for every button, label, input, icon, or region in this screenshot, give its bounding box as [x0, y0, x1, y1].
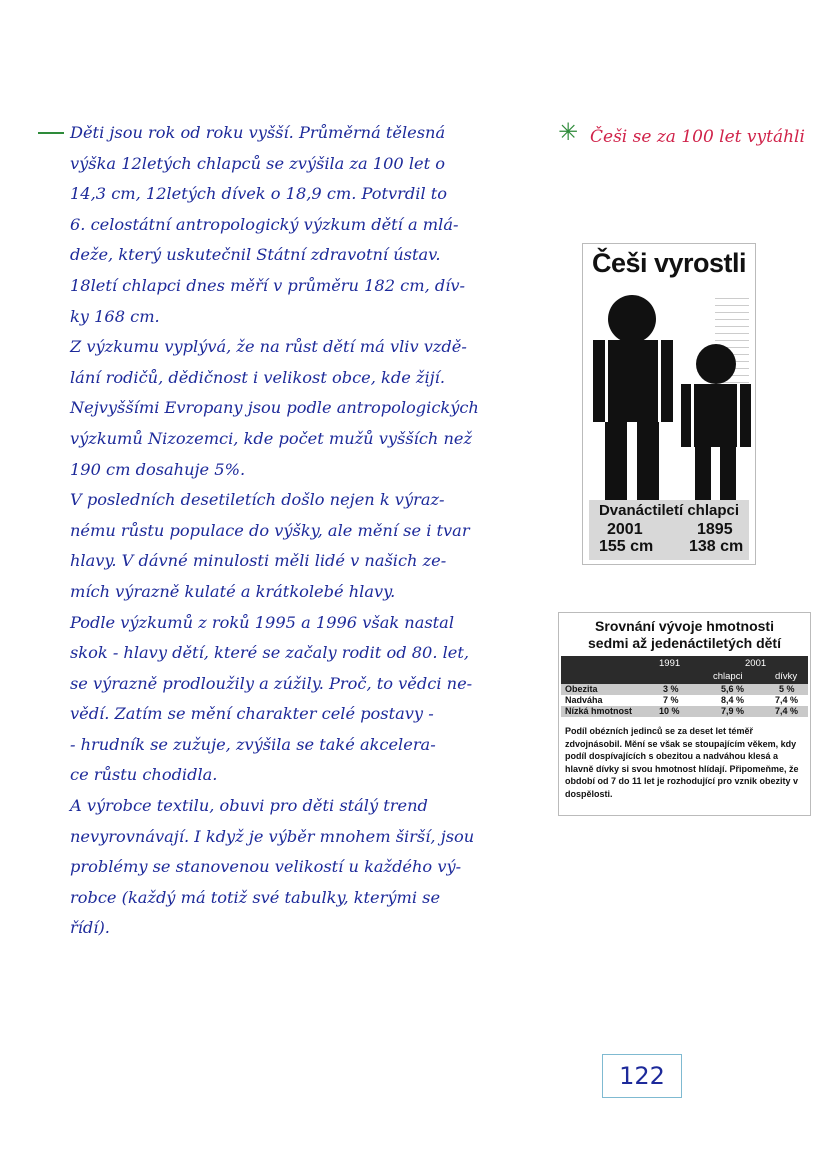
clipping-title-line1: Srovnání vývoje hmotnosti [595, 618, 774, 634]
col-girls: dívky [775, 671, 798, 682]
text-line: deže, který uskutečnil Státní zdravotní ústav. [70, 245, 441, 265]
height-right: 138 cm [689, 538, 744, 555]
clipping-headline: Češi vyrostli [591, 248, 747, 278]
text-line: vědí. Zatím se mění charakter celé postavy - [70, 704, 434, 724]
text-line: skok - hlavy dětí, které se začaly rodit od 80. let, [70, 643, 470, 663]
table-row [561, 684, 808, 695]
text-line: V posledních desetiletích došlo nejen k výraz- [70, 490, 445, 510]
text-line: Děti jsou rok od roku vyšší. Průměrná tělesná [70, 123, 446, 142]
text-line: ky 168 cm. [70, 306, 160, 326]
row-label: Nízká hmotnost [565, 706, 633, 716]
margin-note: Češi se za 100 let vytáhli [590, 127, 805, 147]
text-line: problémy se stanovenou velikostí u každého vý- [70, 857, 462, 877]
handwritten-text [70, 118, 550, 944]
table-row [561, 706, 808, 717]
clipping-footnote: Podíl obézních jedinců se za deset let téměř zdvojnásobil. Mění se však se stoupajícím věkem, kdy podíl dospívajících s obezitou a nadváhou klesá a hlavně dívky si svou hmotnost hlídají. Připomeňme, že období od 7 do 11 let je rozhodující pro vznik obezity v dospělosti. [565, 726, 799, 799]
height-left: 155 cm [599, 538, 654, 555]
cell-girls: 7,4 % [775, 695, 799, 705]
text-line: 6. celostátní antropologický výzkum dětí a mlá- [70, 214, 459, 234]
cell-boys: 8,4 % [721, 695, 745, 705]
text-line: výška 12letých chlapců se zvýšila za 100 let o [70, 153, 445, 173]
cell-girls: 5 % [779, 684, 795, 694]
text-line: 190 cm dosahuje 5%. [70, 459, 246, 479]
text-line: A výrobce textilu, obuvi pro děti stálý trend [70, 796, 428, 816]
text-line: - hrudník se zužuje, zvýšila se také akcelera- [70, 734, 436, 754]
col-2001: 2001 [745, 658, 767, 669]
row-label: Obezita [565, 684, 598, 694]
text-line: robce (každý má totiž své tabulky, kterými se [70, 887, 441, 907]
text-line: Podle výzkumů z roků 1995 a 1996 však nastal [70, 612, 455, 632]
tall-figure-icon [593, 295, 673, 500]
col-boys: chlapci [713, 671, 743, 682]
caption-title: Dvanáctiletí chlapci [598, 502, 740, 519]
table-header [561, 656, 808, 684]
year-right: 1895 [697, 521, 733, 538]
text-line: řídí). [70, 918, 110, 938]
text-line: mích výrazně kulaté a krátkolebé hlavy. [70, 581, 396, 601]
table-row [561, 695, 808, 706]
green-margin-dash [38, 132, 64, 134]
cell-1991: 10 % [659, 706, 680, 716]
year-left: 2001 [607, 521, 643, 538]
short-figure-icon [681, 344, 751, 505]
cell-1991: 7 % [663, 695, 679, 705]
text-line: Z výzkumu vyplývá, že na růst dětí má vliv vzdě- [70, 337, 467, 357]
clipping-title-line2: sedmi až jedenáctiletých dětí [588, 635, 781, 651]
text-line: ce růstu chodidla. [70, 765, 218, 785]
text-line: hlavy. V dávné minulosti měli lidé v našich ze- [70, 551, 447, 571]
text-line: 14,3 cm, 12letých dívek o 18,9 cm. Potvrdil to [70, 184, 448, 204]
star-icon: ✳ [558, 118, 579, 146]
cell-girls: 7,4 % [775, 706, 799, 716]
text-line: Nejvyššími Evropany jsou podle antropologických [70, 398, 479, 418]
text-line: 18letí chlapci dnes měří v průměru 182 cm, dív- [70, 275, 466, 295]
row-label: Nadváha [565, 695, 603, 705]
newspaper-clipping-weight [558, 612, 811, 816]
clipping-title [559, 618, 810, 652]
text-line: se výrazně prodloužily a zúžily. Proč, to vědci ne- [70, 673, 473, 693]
weight-table [561, 656, 808, 717]
text-line: výzkumů Nizozemci, kde počet mužů vyšších než [70, 428, 473, 448]
newspaper-clipping-heights [582, 243, 756, 565]
col-1991: 1991 [659, 658, 681, 669]
cell-boys: 7,9 % [721, 706, 745, 716]
text-line: lání rodičů, dědičnost i velikost obce, kde žijí. [70, 367, 445, 387]
caption-box [589, 500, 749, 560]
text-line: nevyrovnávají. I když je výběr mnohem širší, jsou [70, 826, 475, 846]
text-line: nému růstu populace do výšky, ale mění se i tvar [70, 520, 470, 540]
cell-1991: 3 % [663, 684, 679, 694]
page-number: 122 [602, 1054, 682, 1098]
cell-boys: 5,6 % [721, 684, 745, 694]
